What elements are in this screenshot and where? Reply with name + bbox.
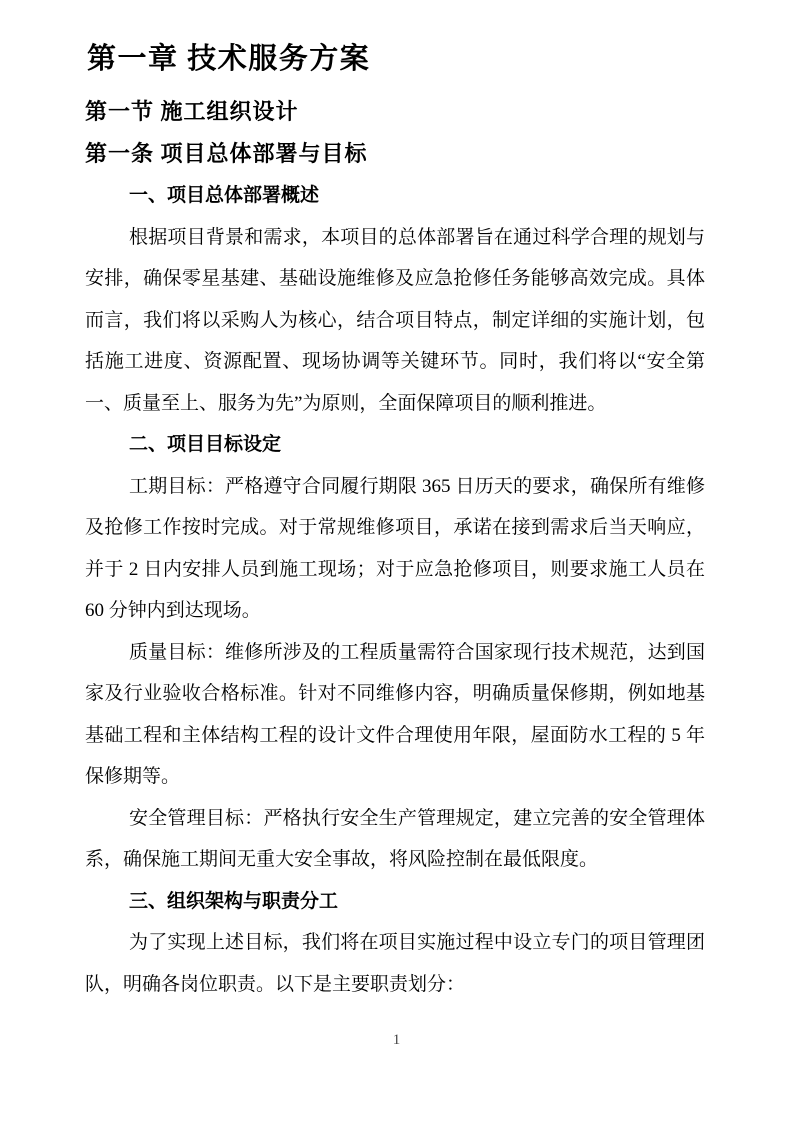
subheading-overview: 一、项目总体部署概述 — [129, 185, 320, 206]
body-text — [85, 175, 705, 1005]
paragraph-quality-goal: 质量目标：维修所涉及的工程质量需符合国家现行技术规范，达到国家及行业验收合格标准。针对不同维修内容，明确质量保修期，例如地基基础工程和主体结构工程的设计文件合理使用年限，屋面防水工程的 5 年保修期等。 — [85, 641, 705, 787]
section-heading: 第一节 施工组织设计 — [85, 99, 299, 124]
document-content — [85, 30, 705, 1005]
subheading-organization: 三、组织架构与职责分工 — [129, 890, 339, 912]
chapter-heading: 第一章 技术服务方案 — [87, 43, 371, 75]
paragraph-schedule-goal: 工期目标：严格遵守合同履行期限 365 日历天的要求，确保所有维修及抢修工作按时完成。对于常规维修项目，承诺在接到需求后当天响应，并于 2 日内安排人员到施工现场；对于应急抢修项目，则要求施工人员在 60 分钟内到达现场。 — [85, 475, 705, 621]
paragraph-overview: 根据项目背景和需求，本项目的总体部署旨在通过科学合理的规划与安排，确保零星基建、基础设施维修及应急抢修任务能够高效完成。具体而言，我们将以采购人为核心，结合项目特点，制定详细的实施计划，包括施工进度、资源配置、现场协调等关键环节。同时，我们将以“安全第一、质量至上、服务为先”为原则，全面保障项目的顺利推进。 — [85, 226, 705, 414]
paragraph-organization-intro: 为了实现上述目标，我们将在项目实施过程中设立专门的项目管理团队，明确各岗位职责。以下是主要职责划分： — [85, 932, 705, 995]
article-heading: 第一条 项目总体部署与目标 — [85, 141, 368, 166]
page-number: 1 — [392, 1032, 401, 1048]
paragraph-safety-goal: 安全管理目标：严格执行安全生产管理规定，建立完善的安全管理体系，确保施工期间无重大安全事故，将风险控制在最低限度。 — [85, 807, 705, 870]
subheading-goals: 二、项目目标设定 — [129, 434, 282, 455]
